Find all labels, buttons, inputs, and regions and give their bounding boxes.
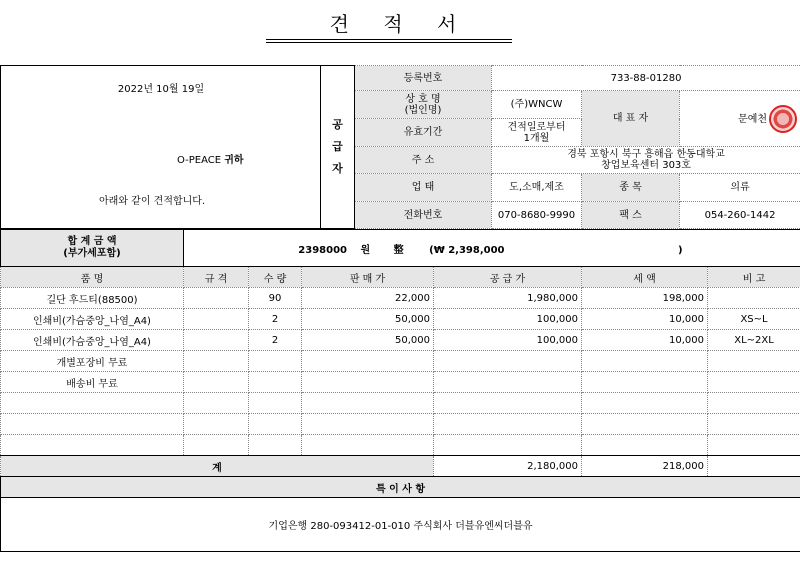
col-header-qty: 수 량: [249, 267, 302, 288]
row-price: 50,000: [302, 309, 434, 330]
total-close: ): [678, 244, 683, 256]
rep-label: 대 표 자: [582, 91, 680, 147]
row-name: 길단 후드티(88500): [1, 288, 184, 309]
row-name: [1, 393, 184, 414]
business-value: 도,소매,제조: [492, 174, 582, 202]
row-qty: 90: [249, 288, 302, 309]
subtotal-row: [1, 456, 800, 477]
row-price: 22,000: [302, 288, 434, 309]
row-spec: [184, 351, 249, 372]
reg-label: 등록번호: [355, 66, 492, 91]
company-seal-icon: [769, 105, 797, 133]
row-price: [302, 435, 434, 456]
row-name: [1, 435, 184, 456]
row-supply: 100,000: [434, 309, 582, 330]
table-row: [1, 435, 800, 456]
valid-label: 유효기간: [355, 119, 492, 147]
subtotal-tax: 218,000: [582, 456, 708, 477]
item-type-label: 종 목: [582, 174, 680, 202]
recipient-name: O-PEACE: [177, 155, 222, 166]
title-underline: [266, 39, 512, 40]
col-header-note: 비 고: [708, 267, 800, 288]
row-name: 개별포장비 무료: [1, 351, 184, 372]
row-tax: [582, 393, 708, 414]
col-header-supply: 공 급 가: [434, 267, 582, 288]
table-row: [1, 393, 800, 414]
row-supply: [434, 414, 582, 435]
row-note: [708, 393, 800, 414]
table-row: [1, 414, 800, 435]
col-header-name: 품 명: [1, 267, 184, 288]
row-note: [708, 288, 800, 309]
table-row: [1, 309, 800, 330]
row-qty: [249, 351, 302, 372]
total-won: (₩ 2,398,000: [429, 244, 505, 256]
row-note: [708, 351, 800, 372]
fax-value: 054-260-1442: [680, 202, 800, 229]
address-label: 주 소: [355, 147, 492, 174]
remarks-header: 특 이 사 항: [1, 477, 800, 498]
row-qty: 2: [249, 330, 302, 351]
title-underline-2: [266, 42, 512, 43]
supplier-side-label: 공급자: [321, 66, 355, 229]
address-value: 경북 포항시 북구 흥해읍 한동대학교 창업보육센터 303호: [492, 147, 800, 174]
rep-value: 문예천: [738, 113, 768, 125]
row-spec: [184, 288, 249, 309]
row-supply: [434, 393, 582, 414]
row-spec: [184, 435, 249, 456]
recipient-block: [1, 66, 321, 229]
header-table: [0, 65, 800, 229]
total-korean: 整: [393, 244, 404, 256]
reg-value: 733-88-01280: [492, 66, 800, 91]
subtotal-supply: 2,180,000: [434, 456, 582, 477]
row-qty: [249, 435, 302, 456]
estimate-date: 2022년 10월 19일: [117, 84, 205, 95]
table-row: [1, 351, 800, 372]
row-tax: [582, 372, 708, 393]
row-spec: [184, 372, 249, 393]
table-row: [1, 372, 800, 393]
row-tax: [582, 435, 708, 456]
row-qty: [249, 414, 302, 435]
row-price: [302, 351, 434, 372]
subtotal-label: 계: [1, 456, 434, 477]
row-supply: 1,980,000: [434, 288, 582, 309]
row-note: XS~L: [708, 309, 800, 330]
company-value: (주)WNCW: [492, 91, 582, 119]
total-unit: 원: [360, 244, 371, 256]
row-name: 인쇄비(가슴중앙_나염_A4): [1, 309, 184, 330]
valid-value: 견적일로부터 1개월: [492, 119, 582, 147]
phone-value: 070-8680-9990: [492, 202, 582, 229]
total-amount: 2398000: [298, 244, 347, 256]
row-qty: [249, 372, 302, 393]
recipient-line: [177, 155, 244, 166]
row-note: [708, 435, 800, 456]
row-note: [708, 414, 800, 435]
item-type-value: 의류: [680, 174, 800, 202]
total-amount-row: [184, 230, 800, 267]
phone-label: 전화번호: [355, 202, 492, 229]
company-label: 상 호 명 (법인명): [355, 91, 492, 119]
row-name: 배송비 무료: [1, 372, 184, 393]
row-name: 인쇄비(가슴중앙_나염_A4): [1, 330, 184, 351]
items-table: [0, 229, 800, 552]
row-supply: [434, 351, 582, 372]
rep-cell: [680, 91, 800, 147]
row-tax: 198,000: [582, 288, 708, 309]
row-tax: [582, 414, 708, 435]
col-header-spec: 규 격: [184, 267, 249, 288]
business-label: 업 태: [355, 174, 492, 202]
row-spec: [184, 309, 249, 330]
row-spec: [184, 414, 249, 435]
column-header-row: [1, 267, 800, 288]
total-label: 합 계 금 액 (부가세포함): [1, 230, 184, 267]
row-supply: [434, 435, 582, 456]
row-tax: 10,000: [582, 309, 708, 330]
greeting-text: 아래와 같이 견적합니다.: [99, 196, 206, 207]
row-supply: [434, 372, 582, 393]
row-note: XL~2XL: [708, 330, 800, 351]
fax-label: 팩 스: [582, 202, 680, 229]
row-note: [708, 372, 800, 393]
subtotal-note: [708, 456, 800, 477]
estimate-sheet: [0, 65, 800, 552]
table-row: [1, 330, 800, 351]
row-price: 50,000: [302, 330, 434, 351]
remarks-text: 기업은행 280-093412-01-010 주식회사 더블유엔씨더블유: [1, 498, 800, 552]
table-row: [1, 288, 800, 309]
row-price: [302, 393, 434, 414]
row-price: [302, 414, 434, 435]
row-name: [1, 414, 184, 435]
row-price: [302, 372, 434, 393]
row-tax: [582, 351, 708, 372]
row-tax: 10,000: [582, 330, 708, 351]
document-title: 견 적 서: [329, 12, 471, 36]
row-qty: [249, 393, 302, 414]
row-spec: [184, 393, 249, 414]
col-header-price: 판 매 가: [302, 267, 434, 288]
recipient-honorific: 귀하: [224, 155, 244, 166]
row-supply: 100,000: [434, 330, 582, 351]
col-header-tax: 세 액: [582, 267, 708, 288]
row-qty: 2: [249, 309, 302, 330]
row-spec: [184, 330, 249, 351]
